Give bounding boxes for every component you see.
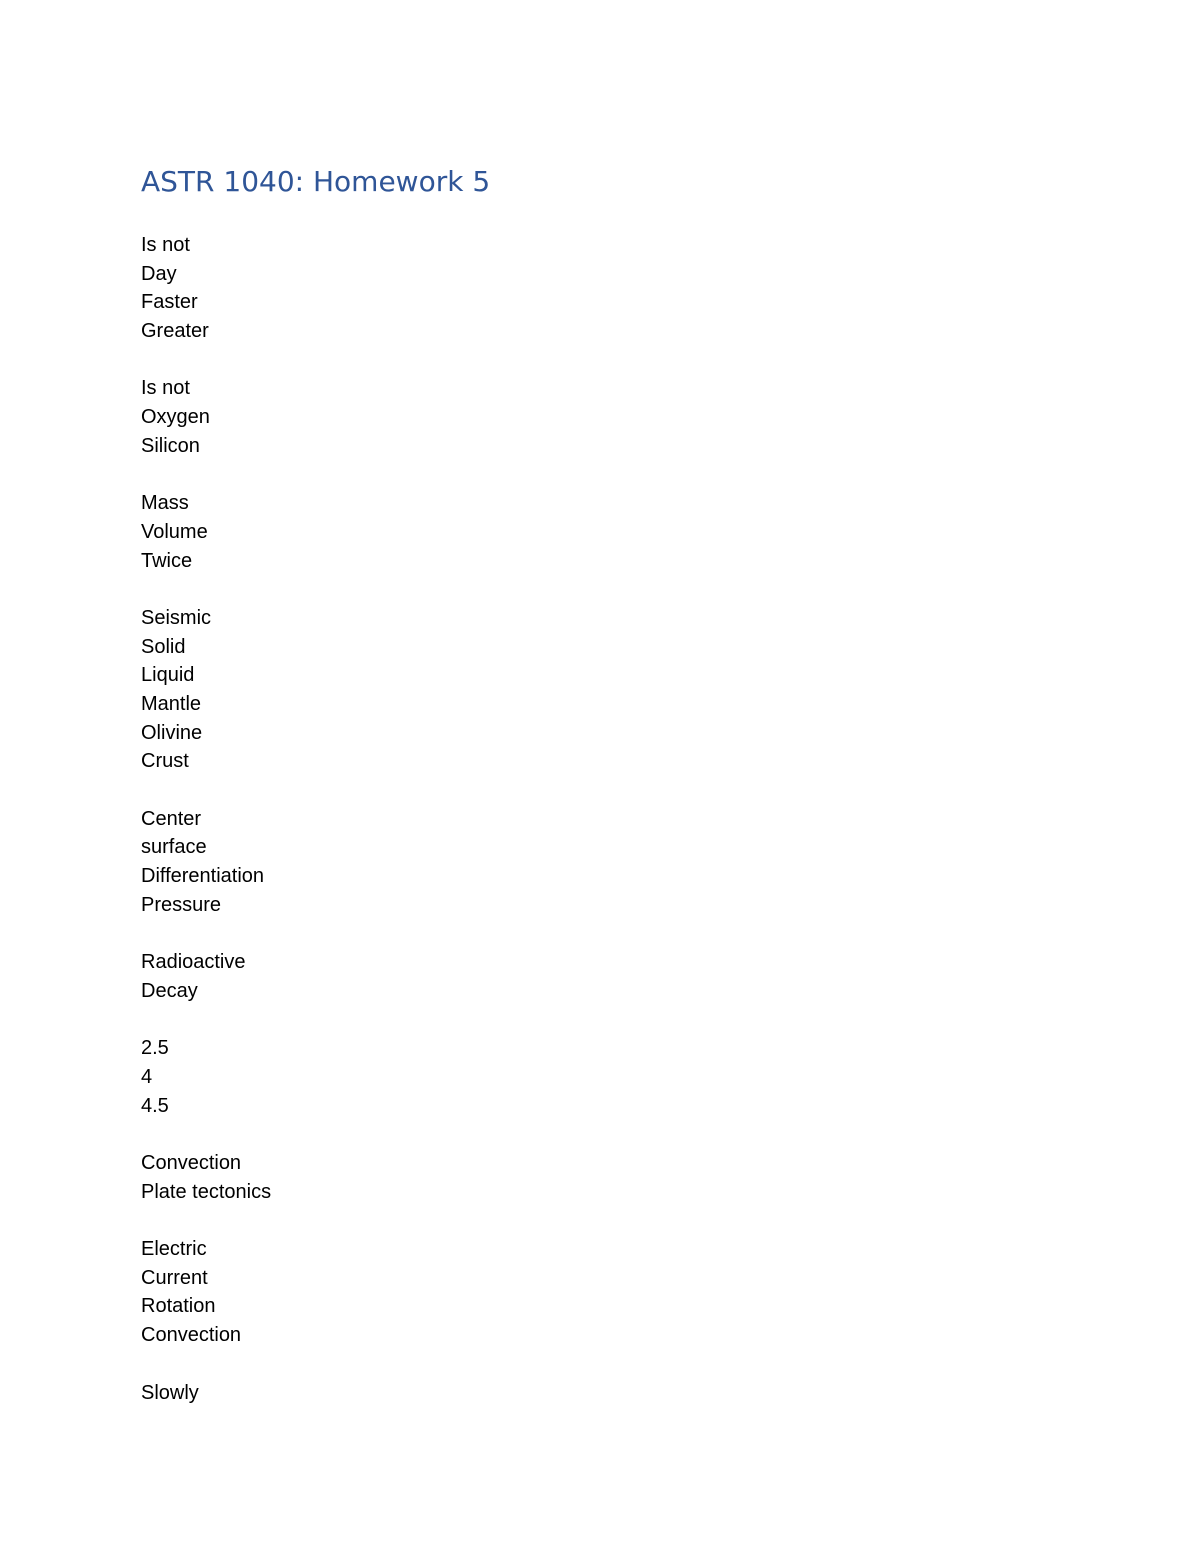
answer-line: Plate tectonics xyxy=(141,1180,272,1203)
answer-line: Faster xyxy=(141,291,198,314)
answer-group xyxy=(141,1235,841,1350)
answer-line: Day xyxy=(141,262,177,285)
answer-line: 4 xyxy=(141,1065,153,1088)
answer-group xyxy=(141,1149,841,1206)
answer-line: Mass xyxy=(141,492,189,515)
answer-line: surface xyxy=(141,836,207,859)
answer-line: Differentiation xyxy=(141,865,265,888)
answer-group xyxy=(141,604,841,776)
answer-line: Radioactive xyxy=(141,951,246,974)
answer-line: Pressure xyxy=(141,893,222,916)
answer-line: 4.5 xyxy=(141,1094,169,1117)
answer-line: Rotation xyxy=(141,1295,216,1318)
answer-group xyxy=(141,489,841,575)
answer-line: Is not xyxy=(141,234,190,256)
answer-line: Decay xyxy=(141,979,198,1002)
answer-line: Mantle xyxy=(141,693,202,715)
answer-line: Convection xyxy=(141,1324,242,1347)
answer-line: Convection xyxy=(141,1152,242,1174)
answer-line: Center xyxy=(141,807,202,830)
answer-line: Seismic xyxy=(141,606,212,629)
answer-line: Crust xyxy=(141,750,189,773)
answer-line: Olivine xyxy=(141,721,203,744)
answer-line: 2.5 xyxy=(141,1037,169,1060)
answer-list xyxy=(141,231,841,1436)
answer-group xyxy=(141,1034,841,1120)
answer-line: Slowly xyxy=(141,1381,199,1404)
document-title: ASTR 1040: Homework 5 xyxy=(141,165,491,198)
answer-line: Solid xyxy=(141,635,186,658)
answer-group xyxy=(141,948,841,1005)
answer-group xyxy=(141,1379,841,1408)
answer-line: Is not xyxy=(141,377,190,400)
answer-line: Electric xyxy=(141,1238,207,1261)
answer-line: Current xyxy=(141,1266,208,1289)
answer-line: Oxygen xyxy=(141,406,210,429)
answer-line: Volume xyxy=(141,520,208,543)
answer-group xyxy=(141,374,841,460)
answer-group xyxy=(141,805,841,920)
answer-line: Liquid xyxy=(141,664,195,687)
answer-line: Silicon xyxy=(141,434,200,457)
answer-line: Twice xyxy=(141,549,193,572)
answer-line: Greater xyxy=(141,320,209,343)
answer-group xyxy=(141,231,841,346)
